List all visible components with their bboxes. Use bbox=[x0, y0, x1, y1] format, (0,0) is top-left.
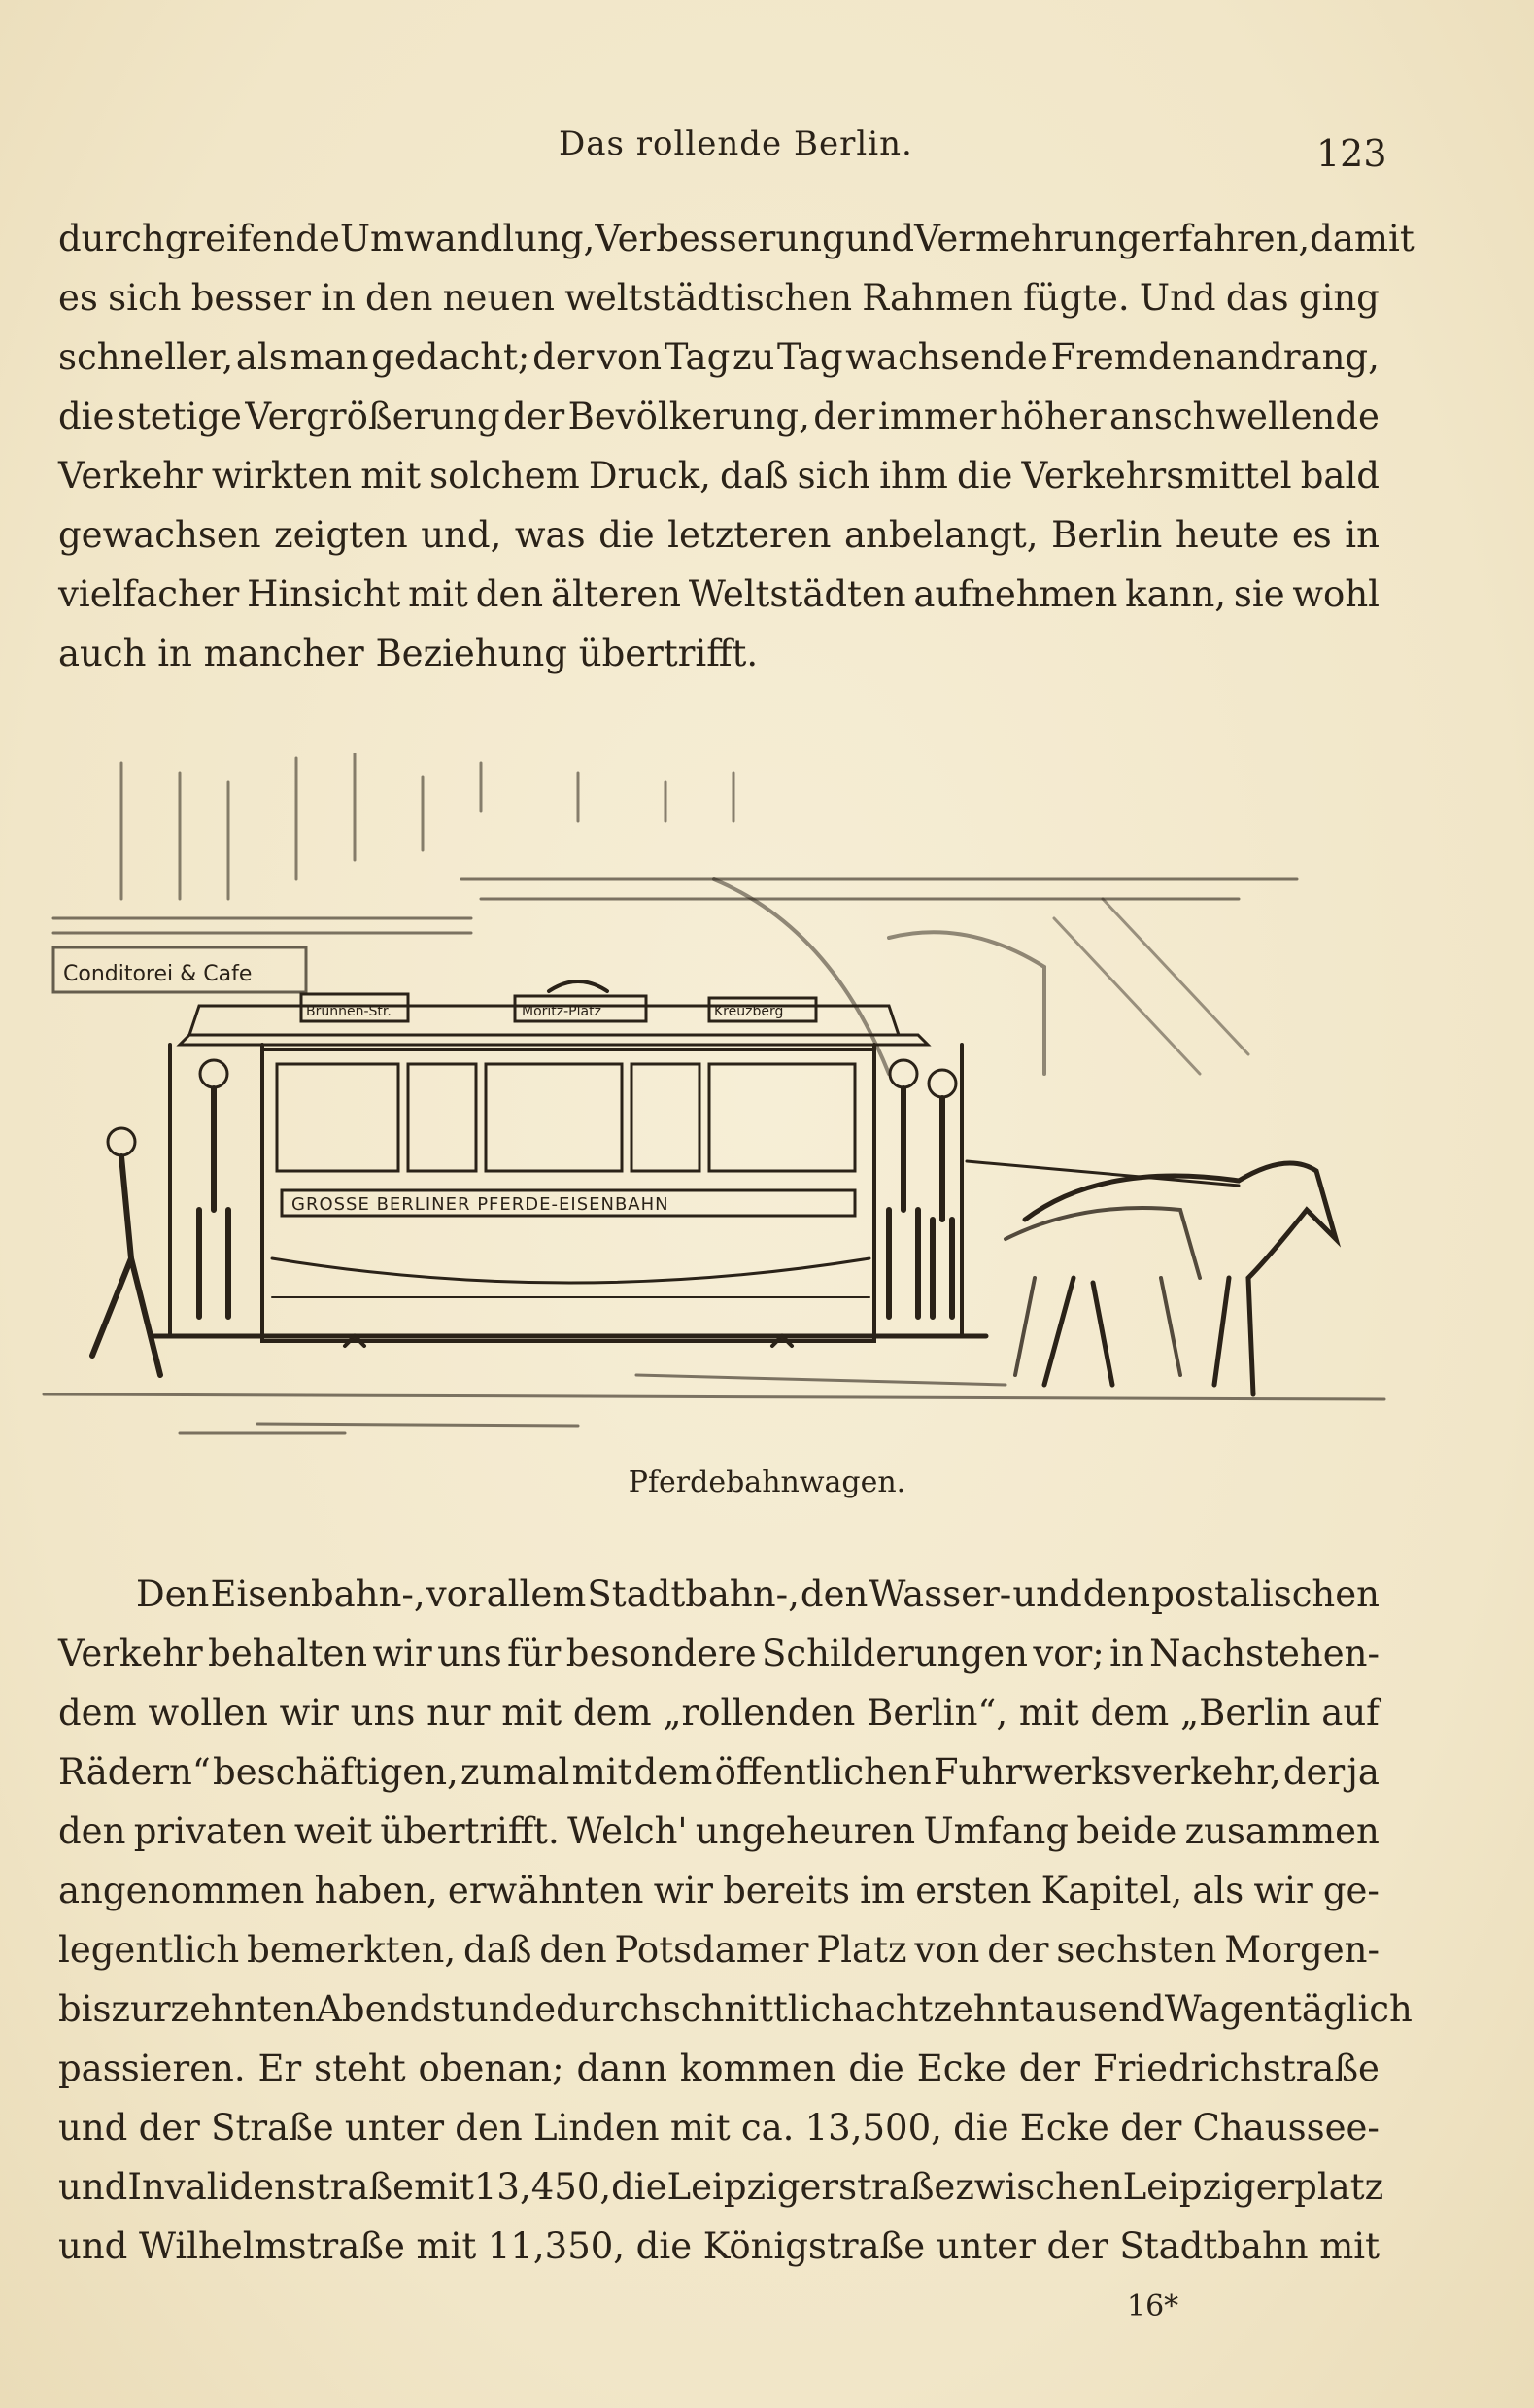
word: sich bbox=[108, 277, 182, 319]
cafe-sign: Conditorei & Cafe bbox=[63, 962, 253, 986]
word: der bbox=[532, 336, 595, 378]
word: Berlin bbox=[1051, 514, 1163, 556]
word: es bbox=[58, 277, 98, 319]
word: den bbox=[455, 2107, 523, 2149]
word: dann bbox=[576, 2047, 667, 2089]
word: mit bbox=[1319, 2225, 1380, 2267]
word: Weltstädten bbox=[688, 573, 906, 615]
word: weltstädtischen bbox=[564, 277, 853, 319]
word: der bbox=[813, 396, 875, 437]
word: für bbox=[507, 1633, 562, 1674]
word: Potsdamer bbox=[614, 1929, 809, 1971]
word: Druck, bbox=[588, 455, 711, 497]
word: durchgreifende bbox=[58, 218, 340, 259]
word: öffentlichen bbox=[714, 1751, 932, 1793]
text-line bbox=[58, 209, 1415, 268]
word: privaten bbox=[133, 1810, 287, 1852]
word: ca. bbox=[740, 2107, 795, 2149]
word: Vergrößerung bbox=[245, 396, 500, 437]
word: 13,500, bbox=[804, 2107, 942, 2149]
word: dem bbox=[633, 1751, 713, 1793]
text-line bbox=[58, 2157, 1384, 2217]
word: Leipzigerplatz bbox=[1122, 2166, 1384, 2208]
word: Wagen bbox=[1164, 1988, 1288, 2030]
word: die bbox=[58, 396, 115, 437]
word: „Berlin bbox=[1180, 1692, 1311, 1734]
word: den bbox=[365, 277, 433, 319]
word: beide bbox=[1076, 1810, 1177, 1852]
word: solchem bbox=[429, 455, 580, 497]
word: unter bbox=[344, 2107, 445, 2149]
word: sich bbox=[797, 455, 870, 497]
word: wirkten bbox=[211, 455, 353, 497]
text-line bbox=[58, 1920, 1380, 1979]
word: anschwellende bbox=[1108, 396, 1380, 437]
word: weit bbox=[293, 1810, 373, 1852]
word: in bbox=[1345, 514, 1380, 556]
word: im bbox=[860, 1870, 906, 1911]
word: Welch' bbox=[567, 1810, 688, 1852]
word: man bbox=[290, 336, 369, 378]
word: gedacht; bbox=[371, 336, 530, 378]
word: ge- bbox=[1322, 1870, 1380, 1911]
word: und bbox=[58, 2107, 128, 2149]
word: Wasser- bbox=[869, 1573, 1012, 1615]
word: Fuhrwerksverkehr, bbox=[933, 1751, 1281, 1793]
word: stetige bbox=[117, 396, 242, 437]
text-line bbox=[58, 1742, 1380, 1802]
word: letzteren bbox=[667, 514, 832, 556]
word: zumal bbox=[460, 1751, 570, 1793]
text-line: auch in mancher Beziehung übertrifft. bbox=[58, 633, 759, 674]
word: übertrifft. bbox=[380, 1810, 560, 1852]
text-line bbox=[58, 268, 1380, 327]
word: was bbox=[514, 514, 586, 556]
word: sie bbox=[1233, 573, 1285, 615]
word: der bbox=[1120, 2107, 1182, 2149]
text-line bbox=[58, 1565, 1380, 1624]
route-sign-1: Brunnen-Str. bbox=[306, 1004, 392, 1019]
word: die bbox=[956, 455, 1013, 497]
word: als bbox=[235, 336, 288, 378]
route-sign-2: Moritz-Platz bbox=[522, 1004, 601, 1019]
word: dem bbox=[572, 1692, 652, 1734]
word: damit bbox=[1310, 218, 1415, 259]
word: 11,350, bbox=[487, 2225, 626, 2267]
word: mit bbox=[1018, 1692, 1079, 1734]
word: höher bbox=[1000, 396, 1107, 437]
word: und bbox=[1012, 1573, 1082, 1615]
word: ersten bbox=[915, 1870, 1032, 1911]
word: Vermehrung bbox=[914, 218, 1141, 259]
word: Den bbox=[136, 1573, 210, 1615]
paragraph-1 bbox=[58, 209, 1415, 683]
word: Verkehrsmittel bbox=[1021, 455, 1292, 497]
word: und bbox=[58, 2166, 128, 2208]
word: Chaussee- bbox=[1192, 2107, 1380, 2149]
word: Rädern“ bbox=[58, 1751, 211, 1793]
word: bemerkten, bbox=[247, 1929, 457, 1971]
word: steht bbox=[314, 2047, 406, 2089]
word: mit bbox=[669, 2107, 731, 2149]
word: Leipzigerstraße bbox=[666, 2166, 956, 2208]
word: mit bbox=[501, 1692, 562, 1734]
word: ging bbox=[1298, 277, 1380, 319]
word: Er bbox=[257, 2047, 302, 2089]
text-line bbox=[58, 2217, 1380, 2276]
word: zur bbox=[111, 1988, 171, 2030]
word: Fremdenandrang, bbox=[1050, 336, 1380, 378]
word: Königstraße bbox=[702, 2225, 926, 2267]
word: mit bbox=[571, 1751, 632, 1793]
word: uns bbox=[350, 1692, 416, 1734]
word: zeigten bbox=[274, 514, 408, 556]
word: daß bbox=[462, 1929, 532, 1971]
word: den bbox=[539, 1929, 607, 1971]
word: Bevölkerung, bbox=[567, 396, 810, 437]
word: schneller, bbox=[58, 336, 234, 378]
word: den bbox=[58, 1810, 126, 1852]
word: in bbox=[321, 277, 356, 319]
word: vor; bbox=[1033, 1633, 1105, 1674]
word: Schilderungen bbox=[762, 1633, 1028, 1674]
running-title: Das rollende Berlin. bbox=[559, 124, 913, 163]
word: Stadtbahn bbox=[1119, 2225, 1309, 2267]
text-line bbox=[58, 565, 1380, 624]
word: wollen bbox=[148, 1692, 268, 1734]
word: mit bbox=[408, 573, 468, 615]
word: besondere bbox=[565, 1633, 757, 1674]
word: ihm bbox=[879, 455, 948, 497]
text-line bbox=[58, 1624, 1380, 1683]
word: der bbox=[138, 2107, 200, 2149]
word: auf bbox=[1321, 1692, 1380, 1734]
word: die bbox=[953, 2107, 1009, 2149]
word: und bbox=[58, 2225, 128, 2267]
word: mit bbox=[416, 2225, 477, 2267]
paragraph-2 bbox=[58, 1565, 1413, 2276]
word: dem bbox=[58, 1692, 137, 1734]
word: den bbox=[800, 1573, 869, 1615]
word: es bbox=[1291, 514, 1332, 556]
word: zehnten bbox=[170, 1988, 317, 2030]
horse-tram-illustration bbox=[34, 753, 1394, 1443]
text-line bbox=[58, 1979, 1413, 2039]
page-number: 123 bbox=[1316, 132, 1387, 175]
word: wir bbox=[1253, 1870, 1313, 1911]
word: Wilhelmstraße bbox=[138, 2225, 405, 2267]
word: gewachsen bbox=[58, 514, 261, 556]
word: haben, bbox=[314, 1870, 438, 1911]
word: ja bbox=[1347, 1751, 1380, 1793]
word: Friedrichstraße bbox=[1092, 2047, 1380, 2089]
word: nur bbox=[426, 1692, 491, 1734]
word: 13,450, bbox=[473, 2166, 612, 2208]
word: beschäftigen, bbox=[213, 1751, 459, 1793]
word: passieren. bbox=[58, 2047, 246, 2089]
word: „rollenden bbox=[663, 1692, 856, 1734]
word: Verkehr bbox=[58, 1633, 203, 1674]
word: Straße bbox=[211, 2107, 334, 2149]
word: Stadtbahn-, bbox=[587, 1573, 800, 1615]
word: ungeheuren bbox=[695, 1810, 916, 1852]
word: vor bbox=[426, 1573, 486, 1615]
word: sechsten bbox=[1056, 1929, 1217, 1971]
word: unter bbox=[936, 2225, 1036, 2267]
signature-mark: 16* bbox=[1127, 2289, 1179, 2323]
word: Ecke bbox=[1019, 2107, 1109, 2149]
word: der bbox=[1282, 1751, 1346, 1793]
word: Verbesserung bbox=[595, 218, 845, 259]
word: mit bbox=[414, 2166, 474, 2208]
word: bald bbox=[1300, 455, 1380, 497]
word: vielfacher bbox=[58, 573, 240, 615]
word: bis bbox=[58, 1988, 112, 2030]
word: kommen bbox=[679, 2047, 836, 2089]
word: der bbox=[1018, 2047, 1080, 2089]
text-line bbox=[58, 505, 1380, 565]
word: uns bbox=[437, 1633, 502, 1674]
word: aufnehmen bbox=[913, 573, 1118, 615]
word: wir bbox=[653, 1870, 713, 1911]
text-line bbox=[58, 1861, 1380, 1920]
word: durchschnittlich bbox=[556, 1988, 855, 2030]
word: legentlich bbox=[58, 1929, 240, 1971]
word: obenan; bbox=[418, 2047, 564, 2089]
word: Und bbox=[1139, 277, 1216, 319]
word: postalischen bbox=[1151, 1573, 1380, 1615]
word: erwähnten bbox=[447, 1870, 644, 1911]
word: Eisenbahn-, bbox=[210, 1573, 426, 1615]
word: täglich bbox=[1287, 1988, 1413, 2030]
word: Abendstunde bbox=[316, 1988, 557, 2030]
word: Ecke bbox=[916, 2047, 1006, 2089]
word: behalten bbox=[208, 1633, 368, 1674]
word: wir bbox=[279, 1692, 339, 1734]
word: Rahmen bbox=[862, 277, 1013, 319]
word: angenommen bbox=[58, 1870, 305, 1911]
word: Linden bbox=[532, 2107, 660, 2149]
word: achtzehntausend bbox=[854, 1988, 1165, 2030]
company-name-sign: GROSSE BERLINER PFERDE-EISENBAHN bbox=[291, 1194, 669, 1215]
text-line bbox=[58, 387, 1380, 446]
word: Umfang bbox=[923, 1810, 1069, 1852]
word: Kapitel, bbox=[1040, 1870, 1183, 1911]
word: die bbox=[611, 2166, 667, 2208]
word: der bbox=[502, 396, 565, 437]
word: Umwandlung, bbox=[339, 218, 596, 259]
word: das bbox=[1225, 277, 1289, 319]
word: anbelangt, bbox=[844, 514, 1039, 556]
word: Invalidenstraße bbox=[127, 2166, 415, 2208]
word: mit bbox=[360, 455, 421, 497]
figure-caption: Pferdebahnwagen. bbox=[628, 1465, 906, 1499]
word: Platz bbox=[816, 1929, 907, 1971]
word: immer bbox=[877, 396, 997, 437]
word: neuen bbox=[442, 277, 555, 319]
word: Hinsicht bbox=[247, 573, 401, 615]
word: heute bbox=[1175, 514, 1279, 556]
word: Nachstehen- bbox=[1149, 1633, 1380, 1674]
word: zwischen bbox=[955, 2166, 1123, 2208]
word: wachsende bbox=[845, 336, 1048, 378]
word: Tag bbox=[664, 336, 731, 378]
word: allem bbox=[486, 1573, 587, 1615]
word: der bbox=[1046, 2225, 1108, 2267]
text-line bbox=[58, 2039, 1380, 2098]
word: den bbox=[475, 573, 544, 615]
word: wohl bbox=[1292, 573, 1380, 615]
text-line bbox=[58, 446, 1380, 505]
word: wir bbox=[372, 1633, 432, 1674]
word: zu bbox=[732, 336, 775, 378]
word: von bbox=[914, 1929, 980, 1971]
word: in bbox=[1109, 1633, 1144, 1674]
text-line bbox=[58, 2098, 1380, 2157]
word: Morgen- bbox=[1224, 1929, 1380, 1971]
word: die bbox=[635, 2225, 693, 2267]
word: die bbox=[598, 514, 655, 556]
word: die bbox=[848, 2047, 904, 2089]
word: und bbox=[844, 218, 915, 259]
word: Berlin“, bbox=[867, 1692, 1008, 1734]
word: fügte. bbox=[1022, 277, 1130, 319]
word: dem bbox=[1090, 1692, 1170, 1734]
word: und, bbox=[421, 514, 502, 556]
word: älteren bbox=[550, 573, 682, 615]
word: daß bbox=[720, 455, 789, 497]
word: zusammen bbox=[1184, 1810, 1380, 1852]
word: Tag bbox=[777, 336, 843, 378]
word: der bbox=[987, 1929, 1049, 1971]
word: den bbox=[1082, 1573, 1151, 1615]
running-head bbox=[0, 124, 1534, 173]
word: Verkehr bbox=[58, 455, 203, 497]
word: kann, bbox=[1125, 573, 1227, 615]
word: bereits bbox=[723, 1870, 850, 1911]
route-sign-3: Kreuzberg bbox=[714, 1004, 784, 1019]
text-line bbox=[58, 1683, 1380, 1742]
word: von bbox=[597, 336, 663, 378]
word: als bbox=[1192, 1870, 1244, 1911]
text-line bbox=[58, 327, 1380, 387]
text-line bbox=[58, 1802, 1380, 1861]
word: besser bbox=[190, 277, 311, 319]
word: erfahren, bbox=[1140, 218, 1311, 259]
